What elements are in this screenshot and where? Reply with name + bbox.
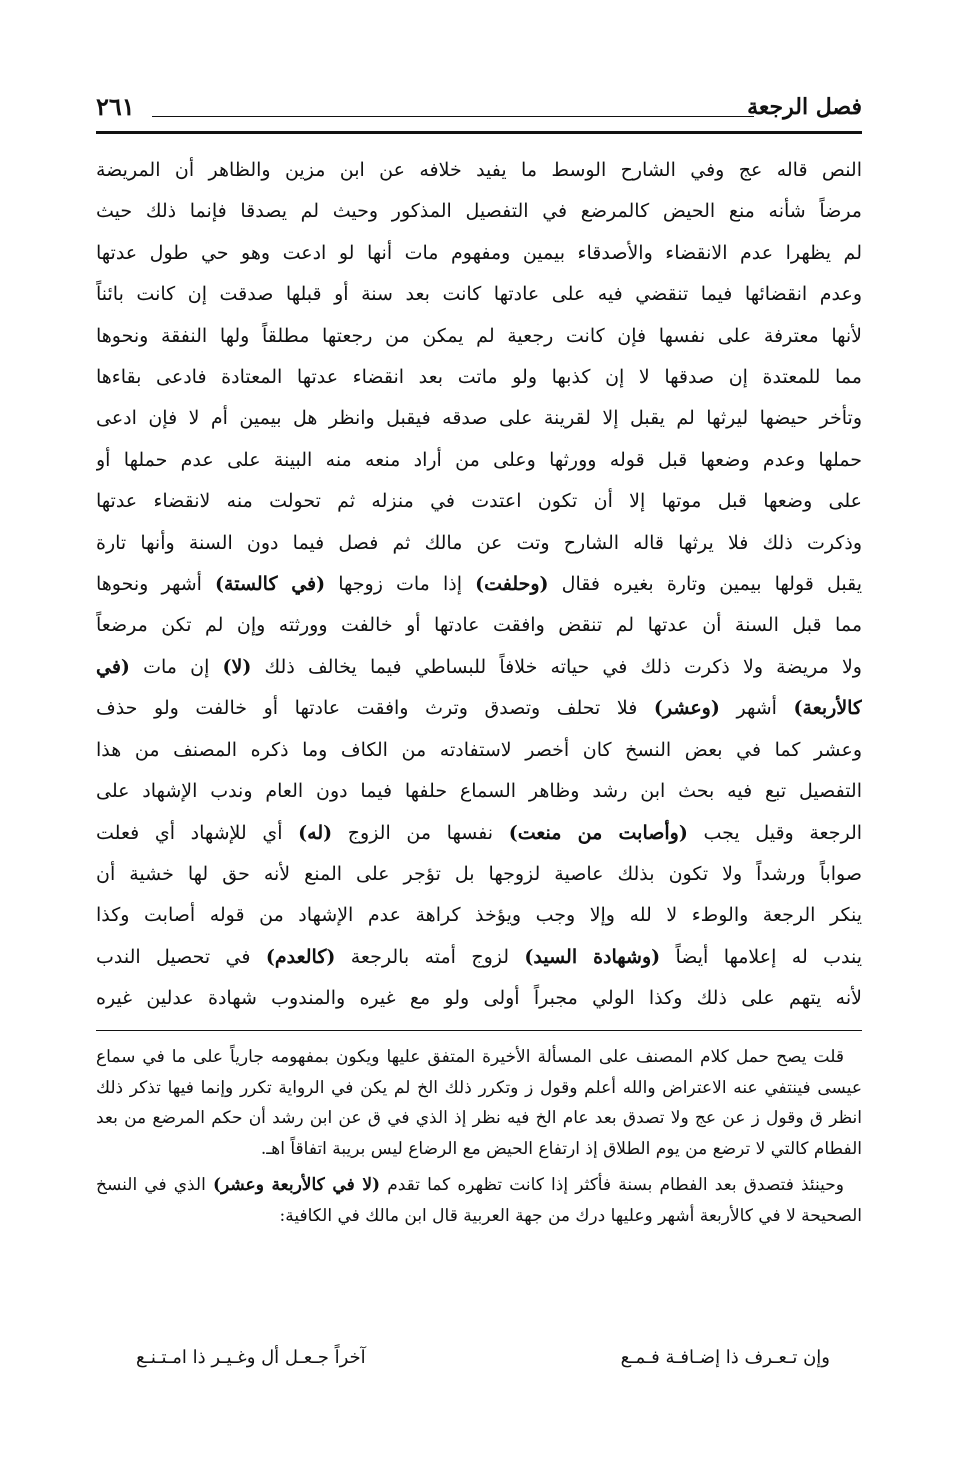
document-page [96,0,862,1477]
bold-matn-segment: (وشهادة السيد) [524,945,661,968]
main-text-line: مما قبل السنة أن عدتها لم تنقض وافقت عادتها أو خالفت وورثته وإن لم تكن مرضعاً [96,614,862,637]
text-segment: نفسها من الزوج [332,821,509,844]
bold-matn-segment: (له) [298,821,333,844]
main-text-line: وعشر كما في بعض النسخ كان أخصر لاستفادته من الكاف وما ذكره المصنف من هذا [96,738,862,761]
poetry-verse [136,1347,830,1381]
header-thick-rule [96,131,862,134]
main-text-line: لم يظهرا عدم الانقضاء والأصدقاء بيمين ومفهوم مات أنها لو ادعت وهو حي طول عدتها [96,241,862,264]
verse-first-hemistich: وإن تـعـرف ذا إضـافـة فـمـع [620,1347,830,1368]
footnote-separator [96,1030,862,1031]
main-text-line: لأنه يتهم على ذلك وكذا الولي مجبراً أولى ولو مع غيره والمندوب شهادة عدلين غيره [96,987,862,1010]
bold-matn-segment: كالأربعة) [793,697,862,720]
footnote-p2-bold: (لا في كالأربعة وعشر) [212,1175,381,1195]
main-text [96,150,862,1020]
main-text-line [96,647,862,688]
running-header [96,92,862,126]
main-text-line: ينكر الرجعة والوطء لا لله وإلا وجب ويؤخذ كراهة عدم الإشهاد من قوله أصابت وكذا [96,904,862,927]
text-segment: إن مات [129,655,223,678]
text-segment: لزوج أمته بالرجعة [335,945,525,968]
bold-matn-segment: (وعشر) [653,697,720,720]
main-text-line: التفصيل تبع فيه بحث ابن رشد وظاهر السماع حلفها فيما دون العام وندب الإشهاد على [96,780,862,803]
main-text-line: لأنها معترفة على نفسها فإن كانت رجعية لم يمكن من رجعتها مطلقاً ولها النفقة ونحوها [96,324,862,347]
main-text-line: مما للمعتدة إن صدقها لا إن كذبها ولو ماتت بعد انقضاء عدتها المعتادة فادعى بقاءها [96,366,862,389]
bold-matn-segment: (في كالستة) [215,573,326,596]
text-segment: ولا مريضة ولا ذكرت ذلك في حياته خلافاً للبساطي فيما يخالف ذلك [251,655,862,678]
verse-second-hemistich: آخراً جـعـل أل وغـيـر ذا امـتـنـع [136,1347,366,1368]
text-segment: يندب له إعلامها أيضاً [660,945,862,968]
bold-matn-segment: (وأصابت من منعت) [508,821,688,844]
main-text-line: النص قاله عج وفي الشارح الوسط ما يفيد خلافه عن ابن مزين والظاهر أن المريضة [96,159,862,181]
text-segment: أشهر [719,697,794,720]
footnote-p2-start: وحينئذ فتصدق بعد الفطام بسنة فأكثر إذا كانت تظهره كما تقدم [380,1175,844,1195]
bold-matn-segment: (في [96,655,130,678]
text-segment: أي للإشهاد أي فعلت [96,821,299,844]
footnotes [96,1042,862,1237]
main-text-line: وذكرت ذلك فلا يرثها قاله الشارح وتت عن مالك ثم فصل فيما دون السنة وأنها تارة [96,531,862,554]
bold-matn-segment: (وحلفت) [475,573,549,596]
text-segment: في تحصيل الندب [96,945,266,968]
text-segment: فلا تحلف وتصدق وترث وافقت عادتها أو خالفت ولو حذف [96,697,654,720]
main-text-line [96,813,862,854]
page-number: ٢٦١ [96,92,135,121]
main-text-line: مرضاً شأنه منع الحيض كالمرضع في التفصيل المذكور وحيث لم يصدقا فإنما ذلك حيث [96,200,862,223]
footnote-p2-end: الذي في النسخ الصحيحة لا في كالأربعة أشهر وعليها درك من جهة العربية قال ابن مالك في الكافية: [96,1175,862,1226]
text-segment: أشهر ونحوها [96,573,216,596]
main-text-line: حملها وعدم وضعها قبل قوله وورثها وعلى من أراد منعه منه البينة على عدم حملها أو [96,448,862,471]
main-text-line [96,937,862,978]
footnote-paragraph-2 [96,1170,862,1231]
main-text-line [96,564,862,605]
main-text-line: وعدم انقضائها فيما تنقضي فيه على عادتها كانت بعد سنة أو قبلها صدقت إن كانت بائناً [96,283,862,306]
footnote-paragraph-1: قلت يصح حمل كلام المصنف على المسألة الأخيرة المتفق عليها ويكون بمفهومه جارياً على ما في سماع عيسى فينتفي عنه الاعتراض والله أعلم وقول ز وتكرر ذلك الخ لم يكن في الرواية تكرر وإنما فيها تذكر ذلك انظر ق وقول ز عن عج ولا تصدق بعد عام الخ فيه نظر إذ الذي في ق عن ابن رشد أن حكم المرضع من بعد الفطام كالتي لا ترضع من يوم الطلاق إذ ارتفاع الحيض مع الرضاع ليس بريبة اتفاقاً اهـ. [96,1047,862,1159]
main-text-line: صواباً ورشداً ولا تكون بذلك عاصية لزوجها بل تؤجر على المنع لأنه حق لها خشية أن [96,862,862,885]
text-segment: الرجعة وقيل يجب [687,821,862,844]
bold-matn-segment: (لا) [222,655,252,678]
main-text-line: على وضعها قبل موتها إلا أن تكون اعتدت في منزله ثم تحولت منه لانقضاء عدتها [96,490,862,513]
text-segment: إذا مات زوجها [325,573,476,596]
header-rule [152,116,754,117]
bold-matn-segment: (كالعدم) [265,945,336,968]
main-text-line: وتأخر حيضها ليرثها لم يقبل إلا لقرينة على صدقه فيقبل وانظر هل بيمين أم لا فإن ادعى [96,407,862,430]
chapter-title: فصل الرجعة [747,94,862,120]
text-segment: يقبل قولها بيمين وتارة بغيره فقال [548,573,862,596]
main-text-line [96,688,862,729]
